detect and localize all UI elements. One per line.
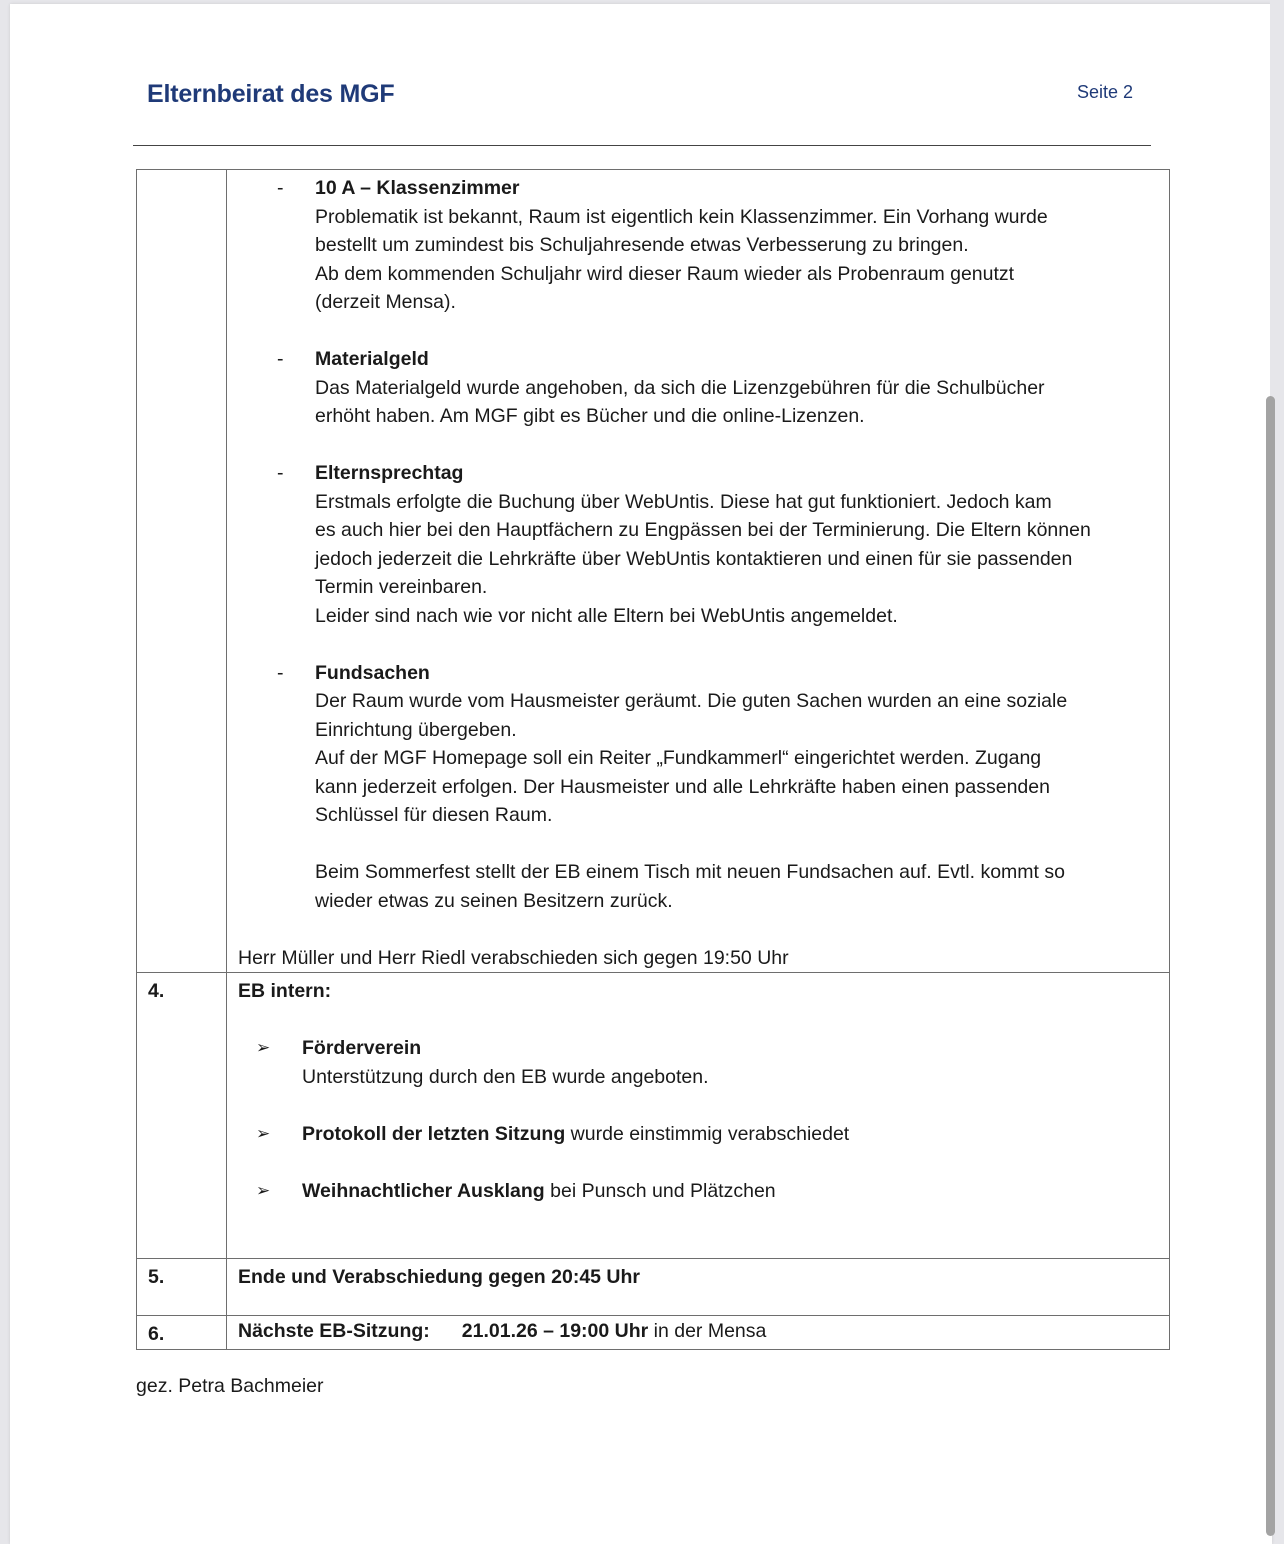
minutes-table	[136, 169, 1170, 1350]
item-line: bestellt um zumindest bis Schuljahresende etwas Verbesserung zu bringen.	[315, 234, 969, 256]
item-heading: 10 A – Klassenzimmer	[315, 177, 520, 199]
section-content-cell	[227, 973, 1170, 1259]
table-row-section-5	[137, 1259, 1170, 1316]
item-heading: Fundsachen	[315, 661, 430, 684]
item-heading: Elternsprechtag	[315, 462, 464, 484]
header-divider	[133, 145, 1151, 146]
item-line: Das Materialgeld wurde angehoben, da sich die Lizenzgebühren für die Schulbücher	[315, 376, 1045, 399]
item-line: es auch hier bei den Hauptfächern zu Engpässen bei der Terminierung. Die Eltern können	[315, 519, 1091, 541]
next-meeting-label: Nächste EB-Sitzung:	[238, 1320, 430, 1342]
section-number: 6.	[137, 1316, 227, 1350]
item-line: Der Raum wurde vom Hausmeister geräumt. Die guten Sachen wurden an eine soziale	[315, 690, 1068, 712]
section-title: EB intern:	[238, 980, 332, 1002]
section-content-cell	[227, 1259, 1170, 1316]
item-line: Beim Sommerfest stellt der EB einem Tisch mit neuen Fundsachen auf. Evtl. kommt so	[315, 861, 1065, 883]
arrow-bullet-icon: ➢	[256, 1180, 271, 1200]
document-title: Elternbeirat des MGF	[147, 80, 395, 108]
list-item-klassenzimmer	[238, 174, 1159, 317]
section-number: 4.	[137, 973, 227, 1259]
item-line: Problematik ist bekannt, Raum ist eigentlich kein Klassenzimmer. Ein Vorhang wurde	[315, 205, 1048, 228]
arrow-bullet-icon: ➢	[256, 1038, 271, 1057]
item-text: bei Punsch und Plätzchen	[544, 1179, 776, 1202]
item-line: (derzeit Mensa).	[315, 291, 456, 313]
item-line: wieder etwas zu seinen Besitzern zurück.	[315, 889, 673, 912]
item-line: kann jederzeit erfolgen. Der Hausmeister und alle Lehrkräfte haben einen passenden	[315, 775, 1050, 798]
item-heading: Materialgeld	[315, 348, 429, 370]
list-item-weihnachten	[238, 1177, 1159, 1206]
dash-bullet-icon: -	[277, 661, 284, 684]
list-item-fundsachen	[238, 659, 1159, 916]
next-meeting-datetime: 21.01.26 – 19:00 Uhr	[461, 1320, 649, 1342]
section-title: Ende und Verabschiedung gegen 20:45 Uhr	[238, 1266, 641, 1288]
list-item-protokoll	[238, 1120, 1159, 1149]
item-line: erhöht haben. Am MGF gibt es Bücher und die online-Lizenzen.	[315, 405, 865, 427]
dash-bullet-icon: -	[277, 177, 284, 199]
item-line: Erstmals erfolgte die Buchung über WebUntis. Diese hat gut funktioniert. Jedoch kam	[315, 490, 1052, 513]
item-heading: Förderverein	[302, 1037, 422, 1059]
closing-note: Herr Müller und Herr Riedl verabschieden sich gegen 19:50 Uhr	[238, 946, 789, 969]
signature: gez. Petra Bachmeier	[136, 1375, 324, 1397]
item-line: jedoch jederzeit die Lehrkräfte über WebUntis kontaktieren und einen für sie passenden	[315, 547, 1073, 570]
item-line: Schlüssel für diesen Raum.	[315, 804, 553, 826]
item-line: Termin vereinbaren.	[315, 576, 488, 598]
dash-bullet-icon: -	[277, 462, 284, 484]
item-line: Einrichtung übergeben.	[315, 718, 517, 741]
section-number: 5.	[137, 1259, 227, 1316]
item-text: wurde einstimmig verabschiedet	[565, 1122, 850, 1145]
table-row-section-6	[137, 1316, 1170, 1350]
item-line: Unterstützung durch den EB wurde angeboten.	[302, 1065, 709, 1088]
item-heading: Weihnachtlicher Ausklang	[302, 1179, 545, 1202]
page-number: Seite 2	[1077, 82, 1134, 102]
table-row-section-4	[137, 973, 1170, 1259]
arrow-bullet-icon: ➢	[256, 1123, 271, 1143]
section-number-cell	[137, 170, 227, 973]
list-item-foerderverein	[238, 1034, 1159, 1091]
scrollbar-thumb[interactable]	[1266, 396, 1275, 1536]
item-heading: Protokoll der letzten Sitzung	[302, 1122, 566, 1145]
table-row-section-3-continued	[137, 170, 1170, 973]
section-content-cell	[227, 1316, 1170, 1350]
list-item-materialgeld	[238, 345, 1159, 431]
item-line: Auf der MGF Homepage soll ein Reiter „Fundkammerl“ eingerichtet werden. Zugang	[315, 747, 1042, 769]
next-meeting-location: in der Mensa	[648, 1320, 767, 1342]
section-content-cell	[227, 170, 1170, 973]
item-line: Leider sind nach wie vor nicht alle Eltern bei WebUntis angemeldet.	[315, 604, 898, 627]
item-line: Ab dem kommenden Schuljahr wird dieser Raum wieder als Probenraum genutzt	[315, 262, 1015, 285]
list-item-elternsprechtag	[238, 459, 1159, 630]
dash-bullet-icon: -	[277, 348, 284, 370]
